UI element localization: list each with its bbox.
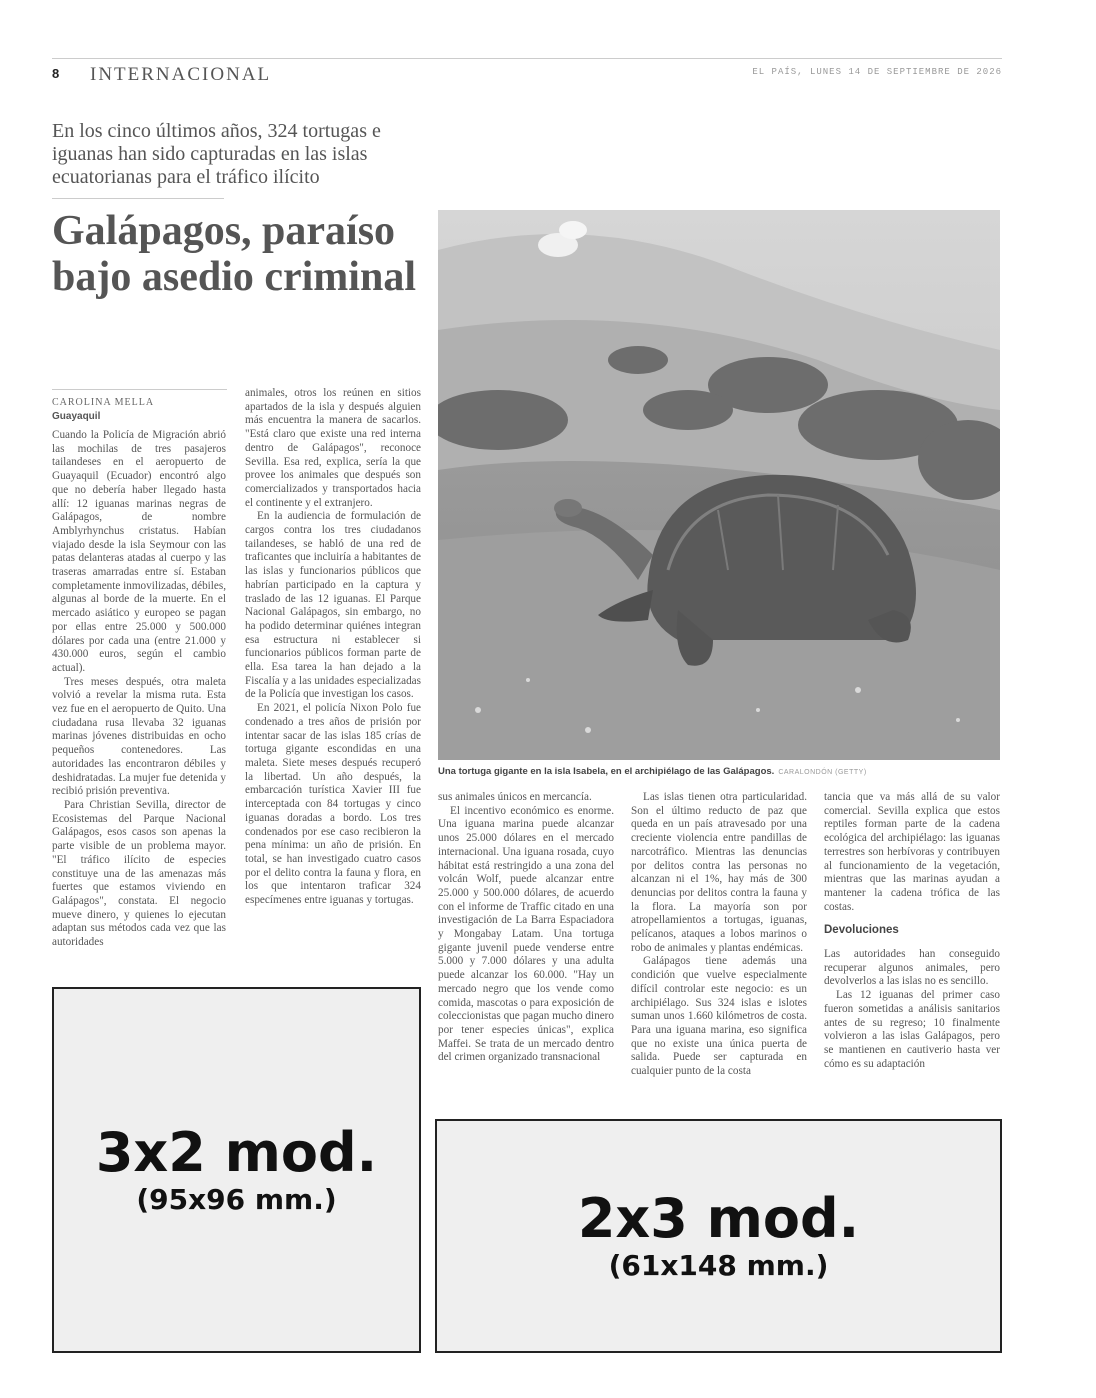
author-name: CAROLINA MELLA <box>52 397 155 408</box>
ad-module-label: 3x2 mod. <box>95 1121 378 1184</box>
tortoise-photo <box>438 210 1000 760</box>
subheading: Devoluciones <box>824 924 899 937</box>
deck-divider <box>52 198 224 199</box>
article-column-2 <box>245 387 421 987</box>
ad-placeholder-3x2 <box>52 987 421 1353</box>
paragraph: Las islas tienen otra particularidad. Son el último reducto de paz que queda en un país atravesado por una creciente violencia entre pandillas de narcotráfico. Mientras las denuncias por delitos contra las personas no alcanzan ni el 1%, hay más de 300 denuncias por delitos contra la fauna y la flora. La mayoría son por atropellamientos a tortugas, iguanas, pelícanos, ataques a lobos marinos o robo de animales y plantas endémicas. <box>631 791 807 954</box>
section-title: INTERNACIONAL <box>90 64 272 85</box>
paragraph: Galápagos tiene además una condición que vuelve especialmente difícil controlar este negocio: es un archipiélago. Sus 324 islas e islotes suman unos 1.660 kilómetros de costa. Para una iguana marina, eso significa que no existe una única puerta de salida. Puede ser capturada en cualquier punto de la costa <box>631 955 807 1078</box>
article-column-4 <box>631 791 807 1118</box>
article-column-3 <box>438 791 614 1118</box>
ad-placeholder-2x3 <box>435 1119 1002 1353</box>
header-rule <box>52 58 1002 59</box>
paragraph: Cuando la Policía de Migración abrió las mochilas de tres pasajeros tailandeses en el aeropuerto de Guayaquil (Ecuador) encontró algo que no debería haber llegado hasta allí: 12 iguanas marinas negras de Galápagos, de nombre Amblyrhynchus cristatus. Habían viajado desde la isla Seymour con las patas delanteras atadas al cuerpo y las traseras amarradas entre sí. Estaban completamente inmovilizadas, débiles, algunas al borde de la muerte. En el mercado asiático y europeo se pagan por ellas entre 25.000 y 500.000 dólares por cada una (entre 21.000 y 430.000 euros, según el cambio actual). <box>52 429 226 674</box>
paragraph: tancia que va más allá de su valor comercial. Sevilla explica que estos reptiles forman parte de la cadena ecológica del archipiélago: las iguanas terrestres son herbívoras y contribuyen al funcionamiento de la vegetación, mientras que las marinas ayudan a mantener la cadena trófica de las costas. <box>824 791 1000 913</box>
dateline-city: Guayaquil <box>52 411 101 422</box>
tortoise-image-icon <box>438 210 1000 760</box>
byline-divider <box>52 389 227 390</box>
article-deck: En los cinco últimos años, 324 tortugas e iguanas han sido capturadas en las islas ecuatorianas para el tráfico ilícito <box>52 120 381 188</box>
article-headline: Galápagos, paraíso bajo asedio criminal <box>52 208 416 300</box>
ad-module-label: 2x3 mod. <box>577 1187 860 1250</box>
caption-text: Una tortuga gigante en la isla Isabela, en el archipiélago de las Galápagos. <box>438 766 775 777</box>
paragraph: Para Christian Sevilla, director de Ecosistemas del Parque Nacional Galápagos, esos casos son apenas la parte visible de un problema mayor. "El tráfico ilícito de especies constituye una de las amenazas más fuertes que estamos viviendo en Galápagos", constata. El negocio mueve dinero, y quienes lo ejecutan adaptan sus métodos cada vez que las autoridades <box>52 798 226 949</box>
photo-credit: CARALONDÓN (GETTY) <box>778 769 867 776</box>
paragraph: El incentivo económico es enorme. Una iguana marina puede alcanzar unos 25.000 dólares en el mercado internacional. Una iguana rosada, cuyo hábitat está restringido a una zona del volcán Wolf, puede alcanzar entre 25.000 y 500.000 dólares, de acuerdo con el informe de Traffic citado en una investigación de La Barra Espaciadora y Mongabay Latam. Una tortuga gigante juvenil puede venderse entre 5.000 y 7.000 dólares y una adulta puede alcanzar los 60.000. "Hay un mercado negro que los vende como comida, mascotas o para exposición de coleccionistas que pagan mucho dinero por tener especies únicas", explica Maffei. Se trata de un mercado dentro del crimen organizado transnacional <box>438 804 614 1064</box>
paragraph: En 2021, el policía Nixon Polo fue condenado a tres años de prisión por intentar sacar de las islas 185 crías de tortuga gigante escondidas en una maleta. Siete meses después recuperó la libertad. Un año después, la embarcación turística Xavier III fue interceptada con 84 tortugas y cinco iguanas doradas a bordo. Los tres condenados por ese caso recibieron la pena mínima: un año de prisión. En total, se han investigado cuatro casos por el delito contra la fauna y flora, en los que intentaron traficar 324 especímenes entre iguanas y tortugas. <box>245 702 421 907</box>
paragraph: Las autoridades han conseguido recuperar algunos animales, pero devolverlos a las islas no es sencillo. <box>824 948 1000 988</box>
article-column-5 <box>824 791 1000 1118</box>
ad-module-size: (61x148 mm.) <box>608 1249 829 1282</box>
article-column-1 <box>52 429 226 987</box>
page-number: 8 <box>52 66 60 81</box>
ad-module-size: (95x96 mm.) <box>136 1183 337 1216</box>
photo-caption <box>438 766 1038 777</box>
paragraph: Tres meses después, otra maleta volvió a revelar la misma ruta. Esta vez fue en el aeropuerto de Quito. Una ciudadana rusa llevaba 32 iguanas marinas jóvenes distribuidas en ocho pequeños contenedores. Las autoridades las encontraron débiles y deshidratadas. La mujer fue detenida y recibió prisión preventiva. <box>52 675 226 798</box>
dateline: EL PAÍS, LUNES 14 DE SEPTIEMBRE DE 2026 <box>752 67 1002 77</box>
paragraph: sus animales únicos en mercancía. <box>438 791 592 803</box>
paragraph: animales, otros los reúnen en sitios apartados de la isla y después alguien más encuentra la manera de sacarlos. "Está claro que existe una red interna dentro de Galápagos", reconoce Sevilla. Esa red, explica, sería la que provee los animales que después son comercializados y transportados hacia el continente y el extranjero. <box>245 387 421 509</box>
paragraph: Las 12 iguanas del primer caso fueron sometidas a análisis sanitarios antes de su regreso; 10 finalmente volvieron a las islas Galápagos, pero se mantienen en cautiverio hasta ver cómo es su adaptación <box>824 989 1000 1070</box>
paragraph: En la audiencia de formulación de cargos contra los tres ciudadanos tailandeses, se habló de una red de traficantes que incluiría a habitantes de las islas y funcionarios públicos que habrían participado en la captura y traslado de las 12 iguanas. El Parque Nacional Galápagos, sin embargo, no ha podido determinar quiénes integran esa estructura ni establecer si funcionarios públicos forman parte de ella. Esa tarea la han dejado a la Fiscalía y a las unidades especializadas de la Policía que investigan los casos. <box>245 510 421 701</box>
